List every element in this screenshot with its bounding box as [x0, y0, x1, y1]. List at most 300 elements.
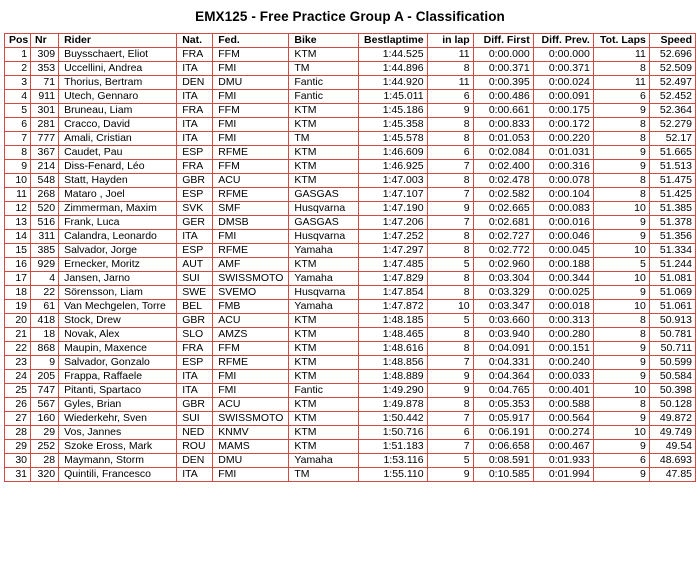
cell-bike: Husqvarna — [289, 202, 359, 216]
cell-tot-laps: 8 — [593, 62, 649, 76]
cell-fed: RFME — [213, 356, 289, 370]
cell-diff-first: 0:02.681 — [473, 216, 533, 230]
cell-rider: Diss-Fenard, Léo — [59, 160, 177, 174]
cell-fed: SVEMO — [213, 286, 289, 300]
cell-bike: KTM — [289, 118, 359, 132]
cell-tot-laps: 8 — [593, 314, 649, 328]
cell-nr: 22 — [31, 286, 59, 300]
cell-speed: 51.378 — [649, 216, 695, 230]
cell-rider: Bruneau, Liam — [59, 104, 177, 118]
cell-besttime: 1:48.185 — [359, 314, 427, 328]
cell-inlap: 8 — [427, 286, 473, 300]
cell-besttime: 1:47.485 — [359, 258, 427, 272]
cell-diff-first: 0:04.331 — [473, 356, 533, 370]
cell-tot-laps: 10 — [593, 202, 649, 216]
cell-besttime: 1:46.609 — [359, 146, 427, 160]
table-row — [5, 62, 696, 76]
col-header-fed: Fed. — [213, 34, 289, 48]
cell-fed: ACU — [213, 174, 289, 188]
col-header-rider: Rider — [59, 34, 177, 48]
cell-tot-laps: 10 — [593, 244, 649, 258]
cell-inlap: 8 — [427, 328, 473, 342]
cell-fed: FMI — [213, 230, 289, 244]
cell-inlap: 7 — [427, 440, 473, 454]
cell-nat: ITA — [177, 384, 213, 398]
table-row — [5, 146, 696, 160]
table-row — [5, 132, 696, 146]
cell-nat: FRA — [177, 104, 213, 118]
table-header — [5, 34, 696, 48]
cell-pos: 22 — [5, 342, 31, 356]
cell-fed: FMI — [213, 118, 289, 132]
cell-bike: KTM — [289, 342, 359, 356]
cell-fed: FMB — [213, 300, 289, 314]
cell-fed: ACU — [213, 398, 289, 412]
table-row — [5, 328, 696, 342]
cell-diff-first: 0:02.772 — [473, 244, 533, 258]
cell-diff-first: 0:00.833 — [473, 118, 533, 132]
cell-nat: FRA — [177, 48, 213, 62]
cell-nat: SUI — [177, 272, 213, 286]
cell-fed: SWISSMOTO — [213, 412, 289, 426]
cell-fed: SMF — [213, 202, 289, 216]
cell-diff-first: 0:04.364 — [473, 370, 533, 384]
cell-speed: 50.781 — [649, 328, 695, 342]
cell-inlap: 9 — [427, 370, 473, 384]
cell-nat: ROU — [177, 440, 213, 454]
cell-nr: 160 — [31, 412, 59, 426]
cell-tot-laps: 8 — [593, 118, 649, 132]
table-row — [5, 314, 696, 328]
cell-speed: 49.872 — [649, 412, 695, 426]
cell-bike: KTM — [289, 104, 359, 118]
cell-pos: 7 — [5, 132, 31, 146]
cell-pos: 21 — [5, 328, 31, 342]
col-header-besttime: Bestlaptime — [359, 34, 427, 48]
cell-bike: GASGAS — [289, 188, 359, 202]
cell-fed: FFM — [213, 104, 289, 118]
cell-rider: Ernecker, Moritz — [59, 258, 177, 272]
page-title: EMX125 - Free Practice Group A - Classification — [195, 9, 505, 24]
cell-tot-laps: 9 — [593, 216, 649, 230]
cell-tot-laps: 9 — [593, 286, 649, 300]
cell-besttime: 1:44.525 — [359, 48, 427, 62]
cell-pos: 19 — [5, 300, 31, 314]
cell-diff-prev: 0:00.467 — [533, 440, 593, 454]
cell-nr: 214 — [31, 160, 59, 174]
cell-pos: 23 — [5, 356, 31, 370]
cell-rider: Vos, Jannes — [59, 426, 177, 440]
cell-inlap: 11 — [427, 76, 473, 90]
cell-nr: 367 — [31, 146, 59, 160]
cell-nr: 520 — [31, 202, 59, 216]
cell-rider: Gyles, Brian — [59, 398, 177, 412]
table-row — [5, 202, 696, 216]
cell-tot-laps: 8 — [593, 132, 649, 146]
cell-diff-prev: 0:00.240 — [533, 356, 593, 370]
cell-speed: 52.452 — [649, 90, 695, 104]
cell-fed: ACU — [213, 314, 289, 328]
cell-diff-first: 0:10.585 — [473, 468, 533, 482]
cell-diff-prev: 0:00.564 — [533, 412, 593, 426]
cell-nr: 747 — [31, 384, 59, 398]
cell-besttime: 1:47.829 — [359, 272, 427, 286]
cell-besttime: 1:47.107 — [359, 188, 427, 202]
cell-diff-first: 0:05.353 — [473, 398, 533, 412]
cell-rider: Van Mechgelen, Torre — [59, 300, 177, 314]
cell-tot-laps: 10 — [593, 272, 649, 286]
cell-speed: 51.356 — [649, 230, 695, 244]
cell-nr: 777 — [31, 132, 59, 146]
cell-speed: 50.913 — [649, 314, 695, 328]
cell-tot-laps: 6 — [593, 454, 649, 468]
cell-rider: Frappa, Raffaele — [59, 370, 177, 384]
cell-speed: 47.85 — [649, 468, 695, 482]
cell-inlap: 7 — [427, 160, 473, 174]
cell-diff-prev: 0:00.280 — [533, 328, 593, 342]
cell-rider: Salvador, Jorge — [59, 244, 177, 258]
cell-nat: ITA — [177, 230, 213, 244]
cell-rider: Szoke Eross, Mark — [59, 440, 177, 454]
cell-nat: ESP — [177, 188, 213, 202]
cell-besttime: 1:44.896 — [359, 62, 427, 76]
cell-nr: 548 — [31, 174, 59, 188]
cell-speed: 50.599 — [649, 356, 695, 370]
cell-pos: 30 — [5, 454, 31, 468]
cell-speed: 52.17 — [649, 132, 695, 146]
cell-besttime: 1:49.878 — [359, 398, 427, 412]
cell-besttime: 1:50.442 — [359, 412, 427, 426]
cell-diff-prev: 0:00.046 — [533, 230, 593, 244]
cell-besttime: 1:44.920 — [359, 76, 427, 90]
cell-nat: ITA — [177, 90, 213, 104]
cell-inlap: 7 — [427, 356, 473, 370]
cell-bike: Husqvarna — [289, 286, 359, 300]
cell-diff-first: 0:08.591 — [473, 454, 533, 468]
cell-tot-laps: 9 — [593, 356, 649, 370]
cell-besttime: 1:45.578 — [359, 132, 427, 146]
cell-rider: Utech, Gennaro — [59, 90, 177, 104]
cell-tot-laps: 8 — [593, 188, 649, 202]
cell-bike: KTM — [289, 48, 359, 62]
cell-fed: FMI — [213, 370, 289, 384]
cell-nat: NED — [177, 426, 213, 440]
cell-pos: 12 — [5, 202, 31, 216]
table-row — [5, 454, 696, 468]
cell-nat: SVK — [177, 202, 213, 216]
table-row — [5, 356, 696, 370]
table-row — [5, 230, 696, 244]
cell-nat: BEL — [177, 300, 213, 314]
cell-besttime: 1:46.925 — [359, 160, 427, 174]
cell-rider: Stock, Drew — [59, 314, 177, 328]
cell-fed: FMI — [213, 384, 289, 398]
cell-pos: 28 — [5, 426, 31, 440]
cell-rider: Salvador, Gonzalo — [59, 356, 177, 370]
table-row — [5, 412, 696, 426]
cell-nat: ESP — [177, 146, 213, 160]
cell-pos: 25 — [5, 384, 31, 398]
cell-nat: FRA — [177, 160, 213, 174]
cell-bike: KTM — [289, 356, 359, 370]
cell-diff-first: 0:02.400 — [473, 160, 533, 174]
cell-fed: DMU — [213, 76, 289, 90]
cell-bike: KTM — [289, 328, 359, 342]
cell-diff-prev: 0:01.933 — [533, 454, 593, 468]
cell-tot-laps: 11 — [593, 48, 649, 62]
cell-tot-laps: 10 — [593, 426, 649, 440]
cell-rider: Uccellini, Andrea — [59, 62, 177, 76]
cell-diff-first: 0:06.191 — [473, 426, 533, 440]
cell-inlap: 7 — [427, 216, 473, 230]
cell-tot-laps: 8 — [593, 174, 649, 188]
cell-diff-prev: 0:00.316 — [533, 160, 593, 174]
cell-nr: 353 — [31, 62, 59, 76]
cell-nat: GBR — [177, 174, 213, 188]
cell-nat: DEN — [177, 454, 213, 468]
cell-nr: 252 — [31, 440, 59, 454]
cell-nr: 911 — [31, 90, 59, 104]
cell-pos: 5 — [5, 104, 31, 118]
cell-pos: 15 — [5, 244, 31, 258]
cell-diff-first: 0:03.304 — [473, 272, 533, 286]
cell-besttime: 1:45.186 — [359, 104, 427, 118]
cell-pos: 11 — [5, 188, 31, 202]
cell-diff-prev: 0:00.344 — [533, 272, 593, 286]
cell-fed: RFME — [213, 188, 289, 202]
cell-nr: 567 — [31, 398, 59, 412]
cell-nat: ITA — [177, 468, 213, 482]
table-row — [5, 370, 696, 384]
cell-diff-first: 0:02.582 — [473, 188, 533, 202]
cell-inlap: 8 — [427, 398, 473, 412]
cell-tot-laps: 11 — [593, 76, 649, 90]
cell-diff-prev: 0:00.018 — [533, 300, 593, 314]
cell-pos: 26 — [5, 398, 31, 412]
cell-fed: DMSB — [213, 216, 289, 230]
cell-pos: 8 — [5, 146, 31, 160]
cell-diff-first: 0:01.053 — [473, 132, 533, 146]
cell-fed: MAMS — [213, 440, 289, 454]
col-header-diff-first: Diff. First — [473, 34, 533, 48]
table-row — [5, 76, 696, 90]
cell-nat: ITA — [177, 370, 213, 384]
cell-nr: 311 — [31, 230, 59, 244]
cell-pos: 10 — [5, 174, 31, 188]
table-body — [5, 48, 696, 482]
table-row — [5, 160, 696, 174]
cell-diff-first: 0:02.084 — [473, 146, 533, 160]
cell-diff-first: 0:02.727 — [473, 230, 533, 244]
cell-fed: DMU — [213, 454, 289, 468]
table-row — [5, 104, 696, 118]
cell-diff-first: 0:00.371 — [473, 62, 533, 76]
cell-diff-prev: 0:00.175 — [533, 104, 593, 118]
cell-nr: 516 — [31, 216, 59, 230]
table-row — [5, 216, 696, 230]
table-row — [5, 286, 696, 300]
cell-bike: Fantic — [289, 384, 359, 398]
cell-inlap: 8 — [427, 132, 473, 146]
cell-diff-prev: 0:01.994 — [533, 468, 593, 482]
cell-diff-prev: 0:00.220 — [533, 132, 593, 146]
cell-inlap: 8 — [427, 244, 473, 258]
cell-nr: 320 — [31, 468, 59, 482]
cell-speed: 48.693 — [649, 454, 695, 468]
cell-inlap: 9 — [427, 384, 473, 398]
cell-bike: GASGAS — [289, 216, 359, 230]
cell-fed: FMI — [213, 132, 289, 146]
cell-inlap: 10 — [427, 300, 473, 314]
cell-diff-prev: 0:00.274 — [533, 426, 593, 440]
cell-speed: 50.584 — [649, 370, 695, 384]
cell-inlap: 11 — [427, 48, 473, 62]
cell-besttime: 1:48.889 — [359, 370, 427, 384]
cell-speed: 50.711 — [649, 342, 695, 356]
cell-bike: KTM — [289, 258, 359, 272]
cell-besttime: 1:47.252 — [359, 230, 427, 244]
cell-bike: TM — [289, 62, 359, 76]
cell-diff-prev: 0:00.083 — [533, 202, 593, 216]
cell-rider: Quintili, Francesco — [59, 468, 177, 482]
cell-inlap: 9 — [427, 202, 473, 216]
col-header-nr: Nr — [31, 34, 59, 48]
cell-diff-prev: 0:00.313 — [533, 314, 593, 328]
cell-bike: Yamaha — [289, 244, 359, 258]
cell-diff-first: 0:02.665 — [473, 202, 533, 216]
cell-diff-first: 0:05.917 — [473, 412, 533, 426]
cell-fed: RFME — [213, 146, 289, 160]
cell-tot-laps: 5 — [593, 258, 649, 272]
cell-rider: Calandra, Leonardo — [59, 230, 177, 244]
cell-besttime: 1:47.854 — [359, 286, 427, 300]
cell-speed: 51.425 — [649, 188, 695, 202]
cell-diff-prev: 0:00.078 — [533, 174, 593, 188]
cell-diff-prev: 0:00.025 — [533, 286, 593, 300]
cell-besttime: 1:50.716 — [359, 426, 427, 440]
cell-inlap: 6 — [427, 90, 473, 104]
cell-besttime: 1:51.183 — [359, 440, 427, 454]
cell-inlap: 9 — [427, 104, 473, 118]
cell-fed: FMI — [213, 468, 289, 482]
cell-diff-first: 0:03.940 — [473, 328, 533, 342]
cell-rider: Zimmerman, Maxim — [59, 202, 177, 216]
table-row — [5, 398, 696, 412]
cell-nr: 4 — [31, 272, 59, 286]
cell-fed: FFM — [213, 160, 289, 174]
cell-inlap: 6 — [427, 146, 473, 160]
cell-bike: Fantic — [289, 76, 359, 90]
cell-speed: 52.509 — [649, 62, 695, 76]
cell-pos: 13 — [5, 216, 31, 230]
cell-rider: Wiederkehr, Sven — [59, 412, 177, 426]
cell-pos: 18 — [5, 286, 31, 300]
table-row — [5, 48, 696, 62]
cell-diff-prev: 0:00.033 — [533, 370, 593, 384]
cell-speed: 51.061 — [649, 300, 695, 314]
cell-diff-prev: 0:00.401 — [533, 384, 593, 398]
cell-nr: 28 — [31, 454, 59, 468]
cell-nr: 18 — [31, 328, 59, 342]
cell-tot-laps: 8 — [593, 328, 649, 342]
cell-speed: 51.334 — [649, 244, 695, 258]
cell-besttime: 1:48.465 — [359, 328, 427, 342]
cell-tot-laps: 9 — [593, 440, 649, 454]
cell-rider: Frank, Luca — [59, 216, 177, 230]
cell-inlap: 7 — [427, 188, 473, 202]
cell-tot-laps: 9 — [593, 342, 649, 356]
col-header-pos: Pos — [5, 34, 31, 48]
cell-diff-first: 0:04.091 — [473, 342, 533, 356]
cell-fed: AMZS — [213, 328, 289, 342]
cell-speed: 51.244 — [649, 258, 695, 272]
cell-bike: Husqvarna — [289, 230, 359, 244]
cell-tot-laps: 9 — [593, 468, 649, 482]
cell-diff-first: 0:00.661 — [473, 104, 533, 118]
cell-rider: Sörensson, Liam — [59, 286, 177, 300]
cell-nat: ITA — [177, 118, 213, 132]
cell-fed: SWISSMOTO — [213, 272, 289, 286]
table-row — [5, 174, 696, 188]
cell-fed: AMF — [213, 258, 289, 272]
cell-inlap: 8 — [427, 230, 473, 244]
cell-nr: 268 — [31, 188, 59, 202]
cell-pos: 17 — [5, 272, 31, 286]
cell-nr: 418 — [31, 314, 59, 328]
cell-diff-prev: 0:00.024 — [533, 76, 593, 90]
cell-tot-laps: 9 — [593, 146, 649, 160]
col-header-tot-laps: Tot. Laps — [593, 34, 649, 48]
cell-nat: GBR — [177, 314, 213, 328]
cell-speed: 52.497 — [649, 76, 695, 90]
cell-diff-prev: 0:00.151 — [533, 342, 593, 356]
col-header-bike: Bike — [289, 34, 359, 48]
cell-speed: 51.513 — [649, 160, 695, 174]
cell-bike: KTM — [289, 174, 359, 188]
col-header-inlap: in lap — [427, 34, 473, 48]
col-header-diff-prev: Diff. Prev. — [533, 34, 593, 48]
cell-diff-prev: 0:00.045 — [533, 244, 593, 258]
cell-bike: TM — [289, 468, 359, 482]
cell-nat: ESP — [177, 244, 213, 258]
cell-rider: Buysschaert, Eliot — [59, 48, 177, 62]
cell-fed: RFME — [213, 244, 289, 258]
cell-nr: 868 — [31, 342, 59, 356]
cell-tot-laps: 10 — [593, 384, 649, 398]
cell-tot-laps: 9 — [593, 412, 649, 426]
cell-pos: 14 — [5, 230, 31, 244]
cell-diff-first: 0:03.347 — [473, 300, 533, 314]
cell-fed: FMI — [213, 90, 289, 104]
cell-pos: 9 — [5, 160, 31, 174]
cell-speed: 49.54 — [649, 440, 695, 454]
cell-bike: KTM — [289, 426, 359, 440]
cell-rider: Amali, Cristian — [59, 132, 177, 146]
cell-fed: FMI — [213, 62, 289, 76]
table-row — [5, 300, 696, 314]
cell-rider: Pitanti, Spartaco — [59, 384, 177, 398]
cell-nat: ESP — [177, 356, 213, 370]
cell-nat: ITA — [177, 132, 213, 146]
cell-diff-prev: 0:00.588 — [533, 398, 593, 412]
cell-besttime: 1:47.190 — [359, 202, 427, 216]
cell-inlap: 7 — [427, 412, 473, 426]
cell-inlap: 6 — [427, 426, 473, 440]
cell-pos: 2 — [5, 62, 31, 76]
cell-pos: 6 — [5, 118, 31, 132]
cell-diff-first: 0:00.486 — [473, 90, 533, 104]
cell-diff-prev: 0:00.172 — [533, 118, 593, 132]
